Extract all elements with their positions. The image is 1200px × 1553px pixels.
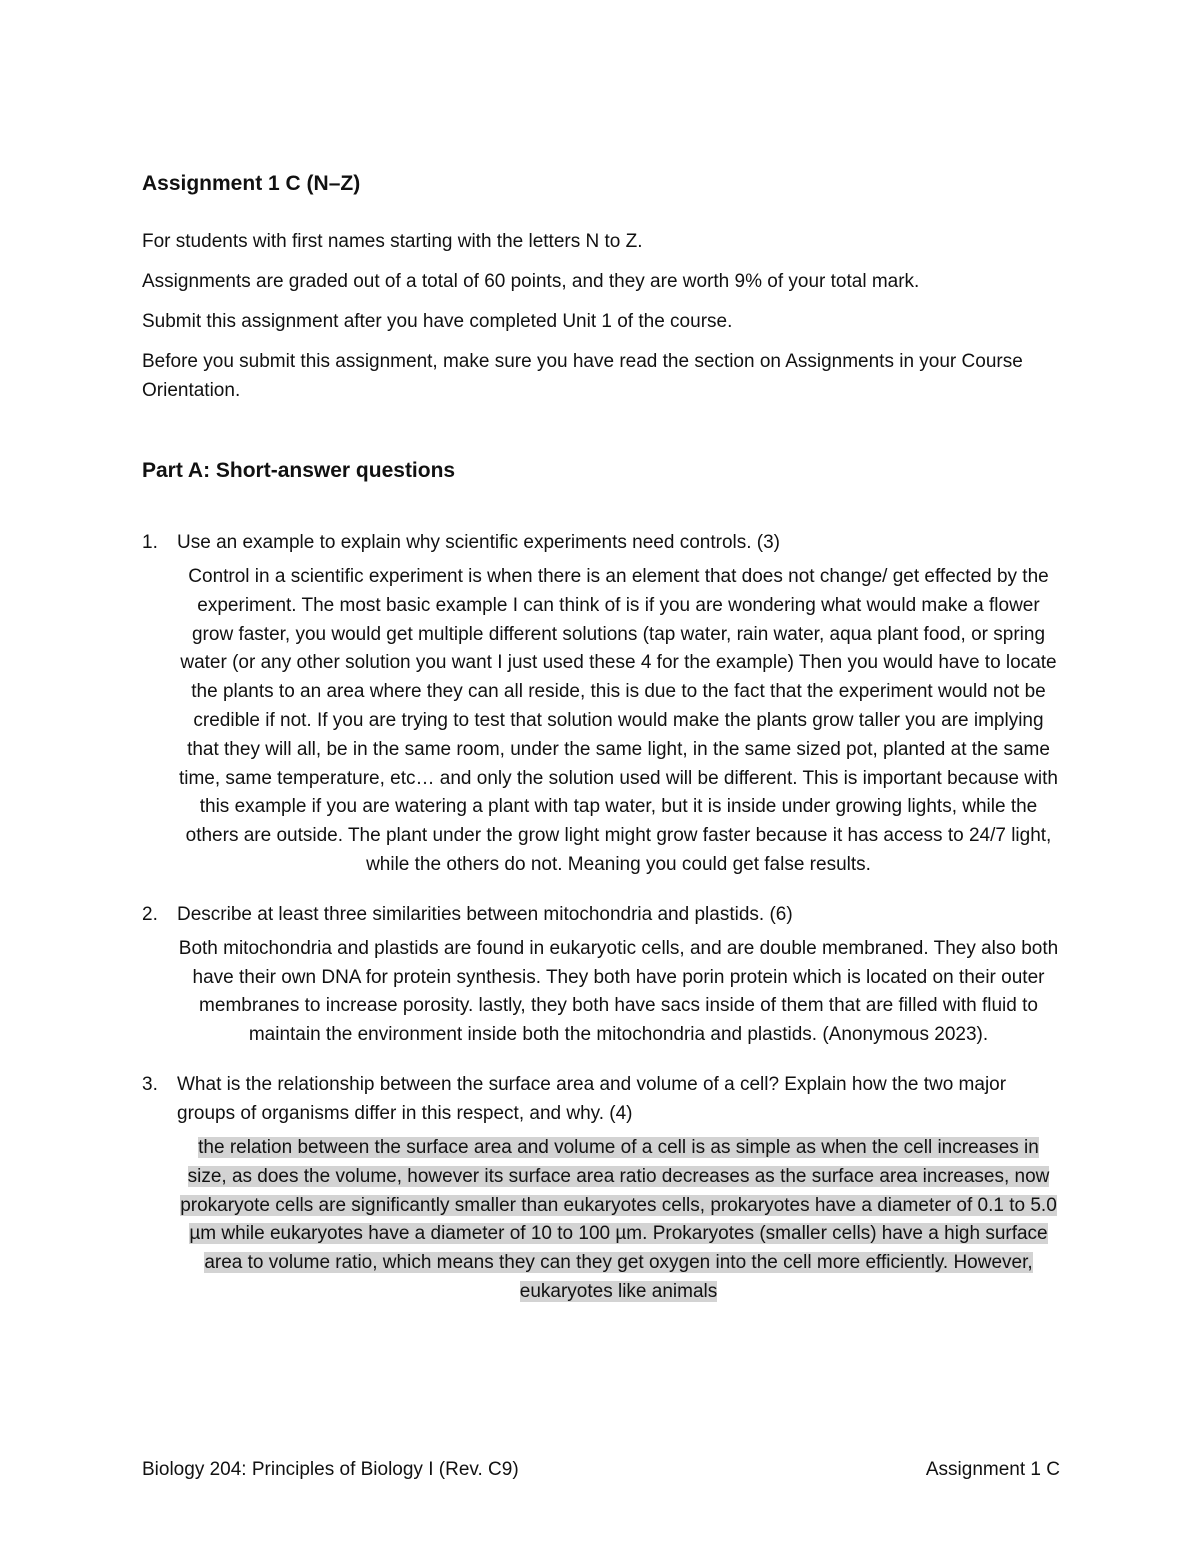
- part-a-heading: Part A: Short-answer questions: [142, 459, 456, 482]
- answer-3: [142, 1134, 1060, 1307]
- intro-submission-timing: Submit this assignment after you have completed Unit 1 of the course.: [142, 311, 733, 332]
- page-content: [142, 168, 1060, 1327]
- assignment-title: Assignment 1 C (N–Z): [142, 172, 361, 195]
- intro-audience: For students with first names starting with the letters N to Z.: [142, 231, 643, 252]
- intro-grading: Assignments are graded out of a total of 60 points, and they are worth 9% of your total mark.: [142, 271, 920, 292]
- question-text: Use an example to explain why scientific experiments need controls. (3): [177, 532, 781, 553]
- question-2: [142, 900, 1060, 929]
- question-number: 2.: [142, 903, 158, 925]
- question-number: 3.: [142, 1073, 158, 1095]
- answer-2: Both mitochondria and plastids are found in eukaryotic cells, and are double membraned. They also both have their own DNA for protein synthesis. They both have porin protein which is located on their outer membranes to increase porosity. lastly, they both have sacs inside of them that are filled with fluid to maintain the environment inside both the mitochondria and plastids. (Anonymous 2023).: [178, 937, 1059, 1046]
- question-text: Describe at least three similarities between mitochondria and plastids. (6): [177, 903, 793, 925]
- question-1: [142, 528, 1060, 557]
- highlighted-answer-text: the relation between the surface area and volume of a cell is as simple as when the cell increases in size, as does the volume, however its surface area ratio decreases as the surface area increases, now prokaryote cells are significantly smaller than eukaryotes cells, prokaryotes have a diameter of 0.1 to 5.0 µm while eukaryotes have a diameter of 10 to 100 µm. Prokaryotes (smaller cells) have a high surface area to volume ratio, which means they can they get oxygen into the cell more efficiently. However, eukaryotes like animals: [180, 1136, 1057, 1302]
- question-number: 1.: [142, 532, 158, 553]
- answer-1: Control in a scientific experiment is when there is an element that does not change/ get effected by the experiment. The most basic example I can think of is if you are wondering what would make a flower grow faster, you would get multiple different solutions (tap water, rain water, aqua plant food, or spring water (or any other solution you want I just used these 4 for the example) Then you would have to locate the plants to an area where they can all reside, this is due to the fact that the experiment would not be credible if not. If you are trying to test that solution would make the plants grow taller you are implying that they will all, be in the same room, under the same light, in the same sized pot, planted at the same time, same temperature, etc… and only the solution used will be different. This is important because with this example if you are watering a plant with tap water, but it is inside under growing lights, while the others are outside. The plant under the grow light might grow faster because it has access to 24/7 light, while the others do not. Meaning you could get false results.: [178, 566, 1059, 875]
- footer-assignment-label: Assignment 1 C: [925, 1459, 1060, 1480]
- footer-course-title: Biology 204: Principles of Biology I (Rev. C9): [142, 1459, 519, 1480]
- question-text: What is the relationship between the surface area and volume of a cell? Explain how the two major groups of organisms differ in this respect, and why. (4): [177, 1073, 1007, 1124]
- intro-orientation-note: Before you submit this assignment, make sure you have read the section on Assignments in your Course Orientation.: [142, 351, 1023, 401]
- question-3: [142, 1070, 1060, 1128]
